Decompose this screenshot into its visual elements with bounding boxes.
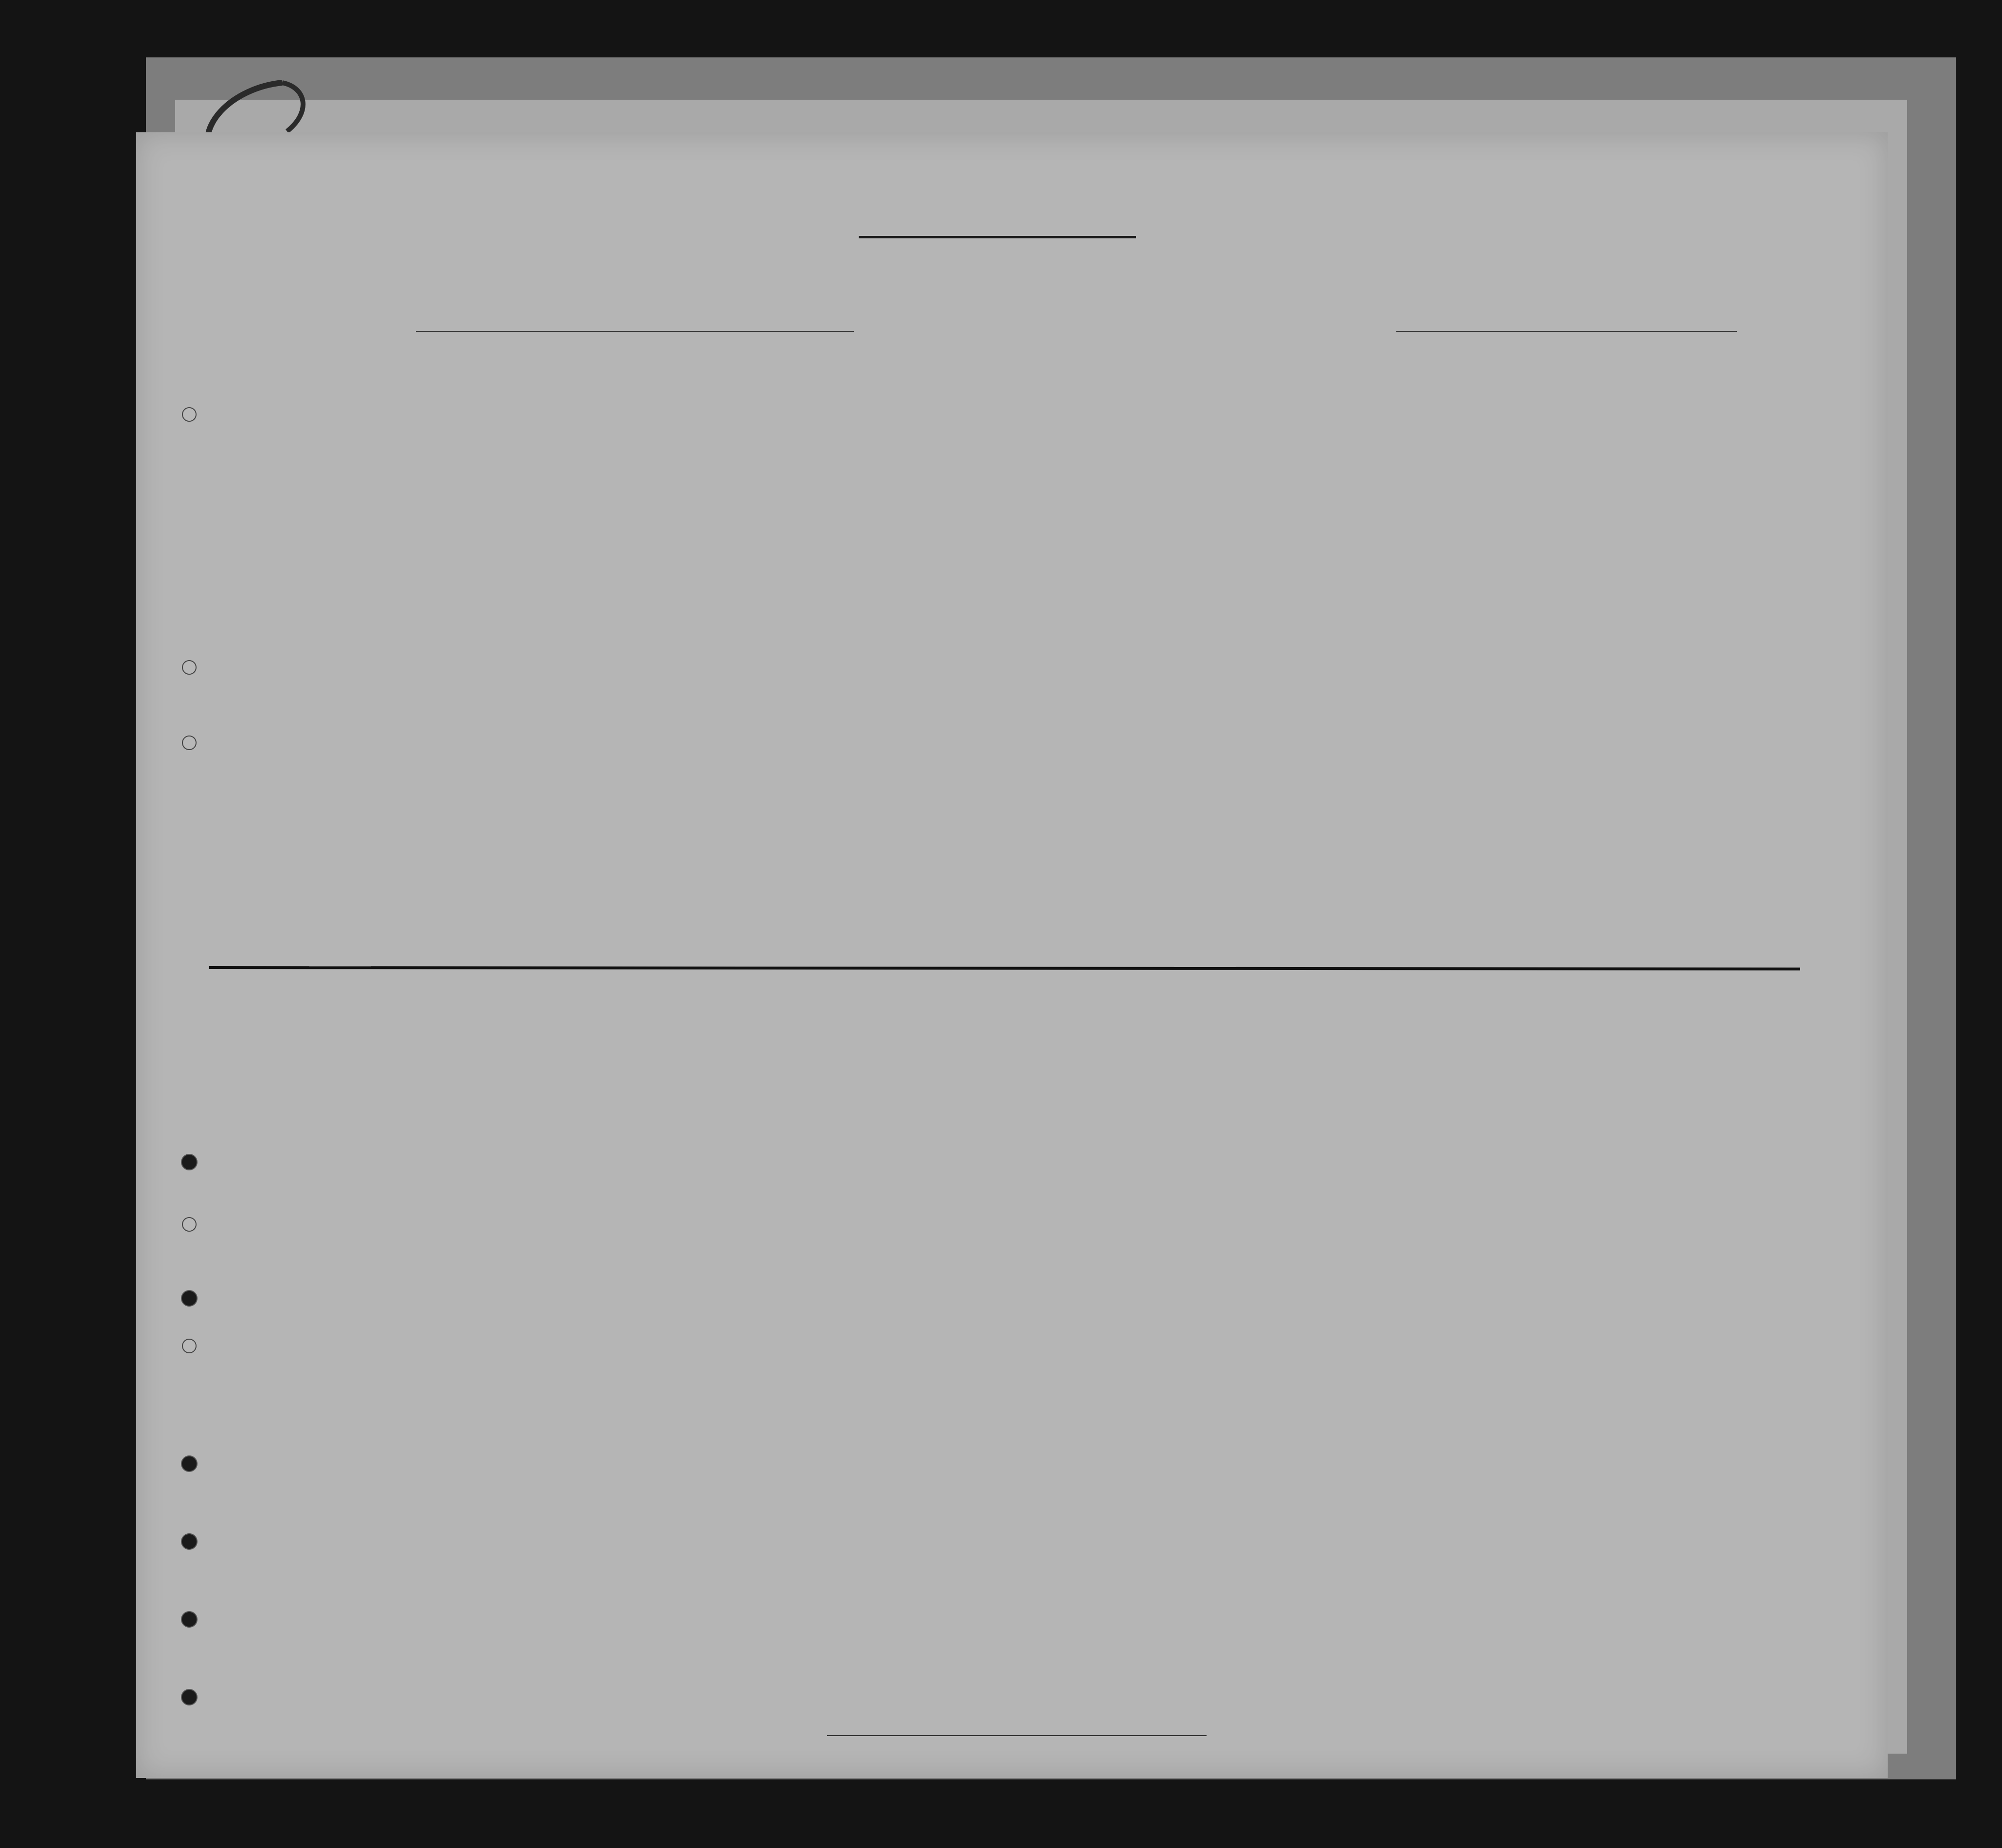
end-of-list-line [209,968,1800,969]
manifest-page [136,132,1888,1778]
signature-rule [827,1735,1207,1736]
manifest-table [136,132,1888,1778]
affidavit-title [146,91,1893,121]
